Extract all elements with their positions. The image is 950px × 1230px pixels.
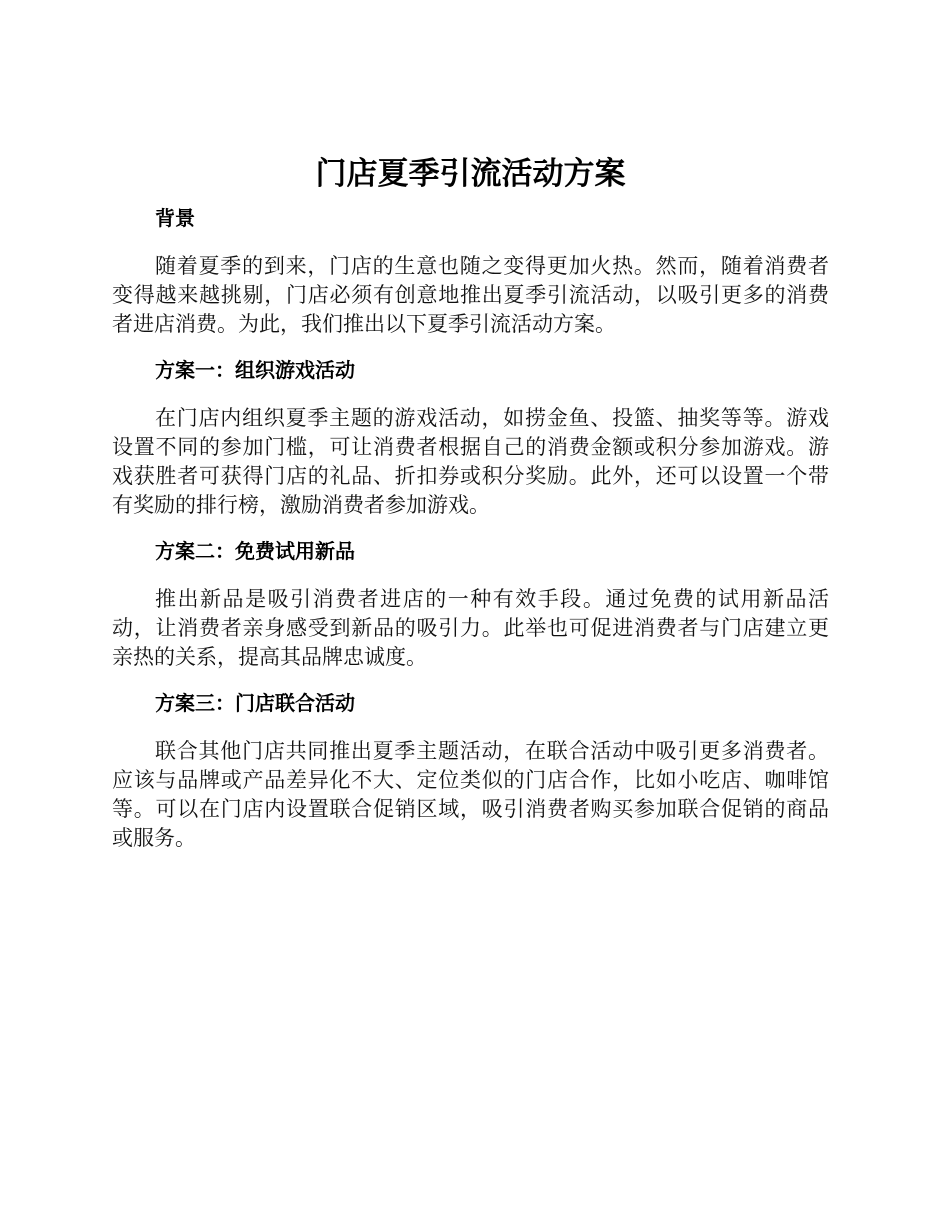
section-heading: 方案一：组织游戏活动 (155, 358, 355, 382)
paragraph-line: 在门店内组织夏季主题的游戏活动，如捞金鱼、投篮、抽奖等等。游戏 (155, 406, 829, 430)
paragraph-line: 动，让消费者亲身感受到新品的吸引力。此举也可促进消费者与门店建立更 (112, 616, 829, 640)
section-plan-one (112, 358, 829, 520)
document-body (112, 150, 829, 853)
paragraph-line: 变得越来越挑剔，门店必须有创意地推出夏季引流活动，以吸引更多的消费 (112, 283, 829, 307)
section-heading: 背景 (155, 206, 195, 230)
paragraph-line: 推出新品是吸引消费者进店的一种有效手段。通过免费的试用新品活 (155, 587, 829, 611)
paragraph-line: 或服务。 (112, 826, 196, 850)
section-paragraph (112, 252, 829, 339)
section-background (112, 206, 829, 339)
document-title: 门店夏季引流活动方案 (315, 156, 626, 192)
paragraph-line: 有奖励的排行榜，激励消费者参加游戏。 (112, 493, 490, 517)
paragraph-line: 戏获胜者可获得门店的礼品、折扣券或积分奖励。此外，还可以设置一个带 (112, 464, 829, 488)
paragraph-line: 联合其他门店共同推出夏季主题活动，在联合活动中吸引更多消费者。 (155, 739, 829, 763)
paragraph-line: 者进店消费。为此，我们推出以下夏季引流活动方案。 (112, 312, 616, 336)
section-paragraph (112, 585, 829, 672)
paragraph-line: 等。可以在门店内设置联合促销区域，吸引消费者购买参加联合促销的商品 (112, 797, 829, 821)
paragraph-line: 设置不同的参加门槛，可让消费者根据自己的消费金额或积分参加游戏。游 (112, 435, 829, 459)
section-plan-three (112, 691, 829, 853)
paragraph-line: 随着夏季的到来，门店的生意也随之变得更加火热。然而，随着消费者 (155, 254, 829, 278)
paragraph-line: 应该与品牌或产品差异化不大、定位类似的门店合作，比如小吃店、咖啡馆 (112, 768, 829, 792)
section-plan-two (112, 539, 829, 672)
section-heading: 方案二：免费试用新品 (155, 539, 355, 563)
section-paragraph (112, 404, 829, 520)
section-heading: 方案三：门店联合活动 (155, 691, 355, 715)
section-paragraph (112, 737, 829, 853)
paragraph-line: 亲热的关系，提高其品牌忠诚度。 (112, 645, 427, 669)
